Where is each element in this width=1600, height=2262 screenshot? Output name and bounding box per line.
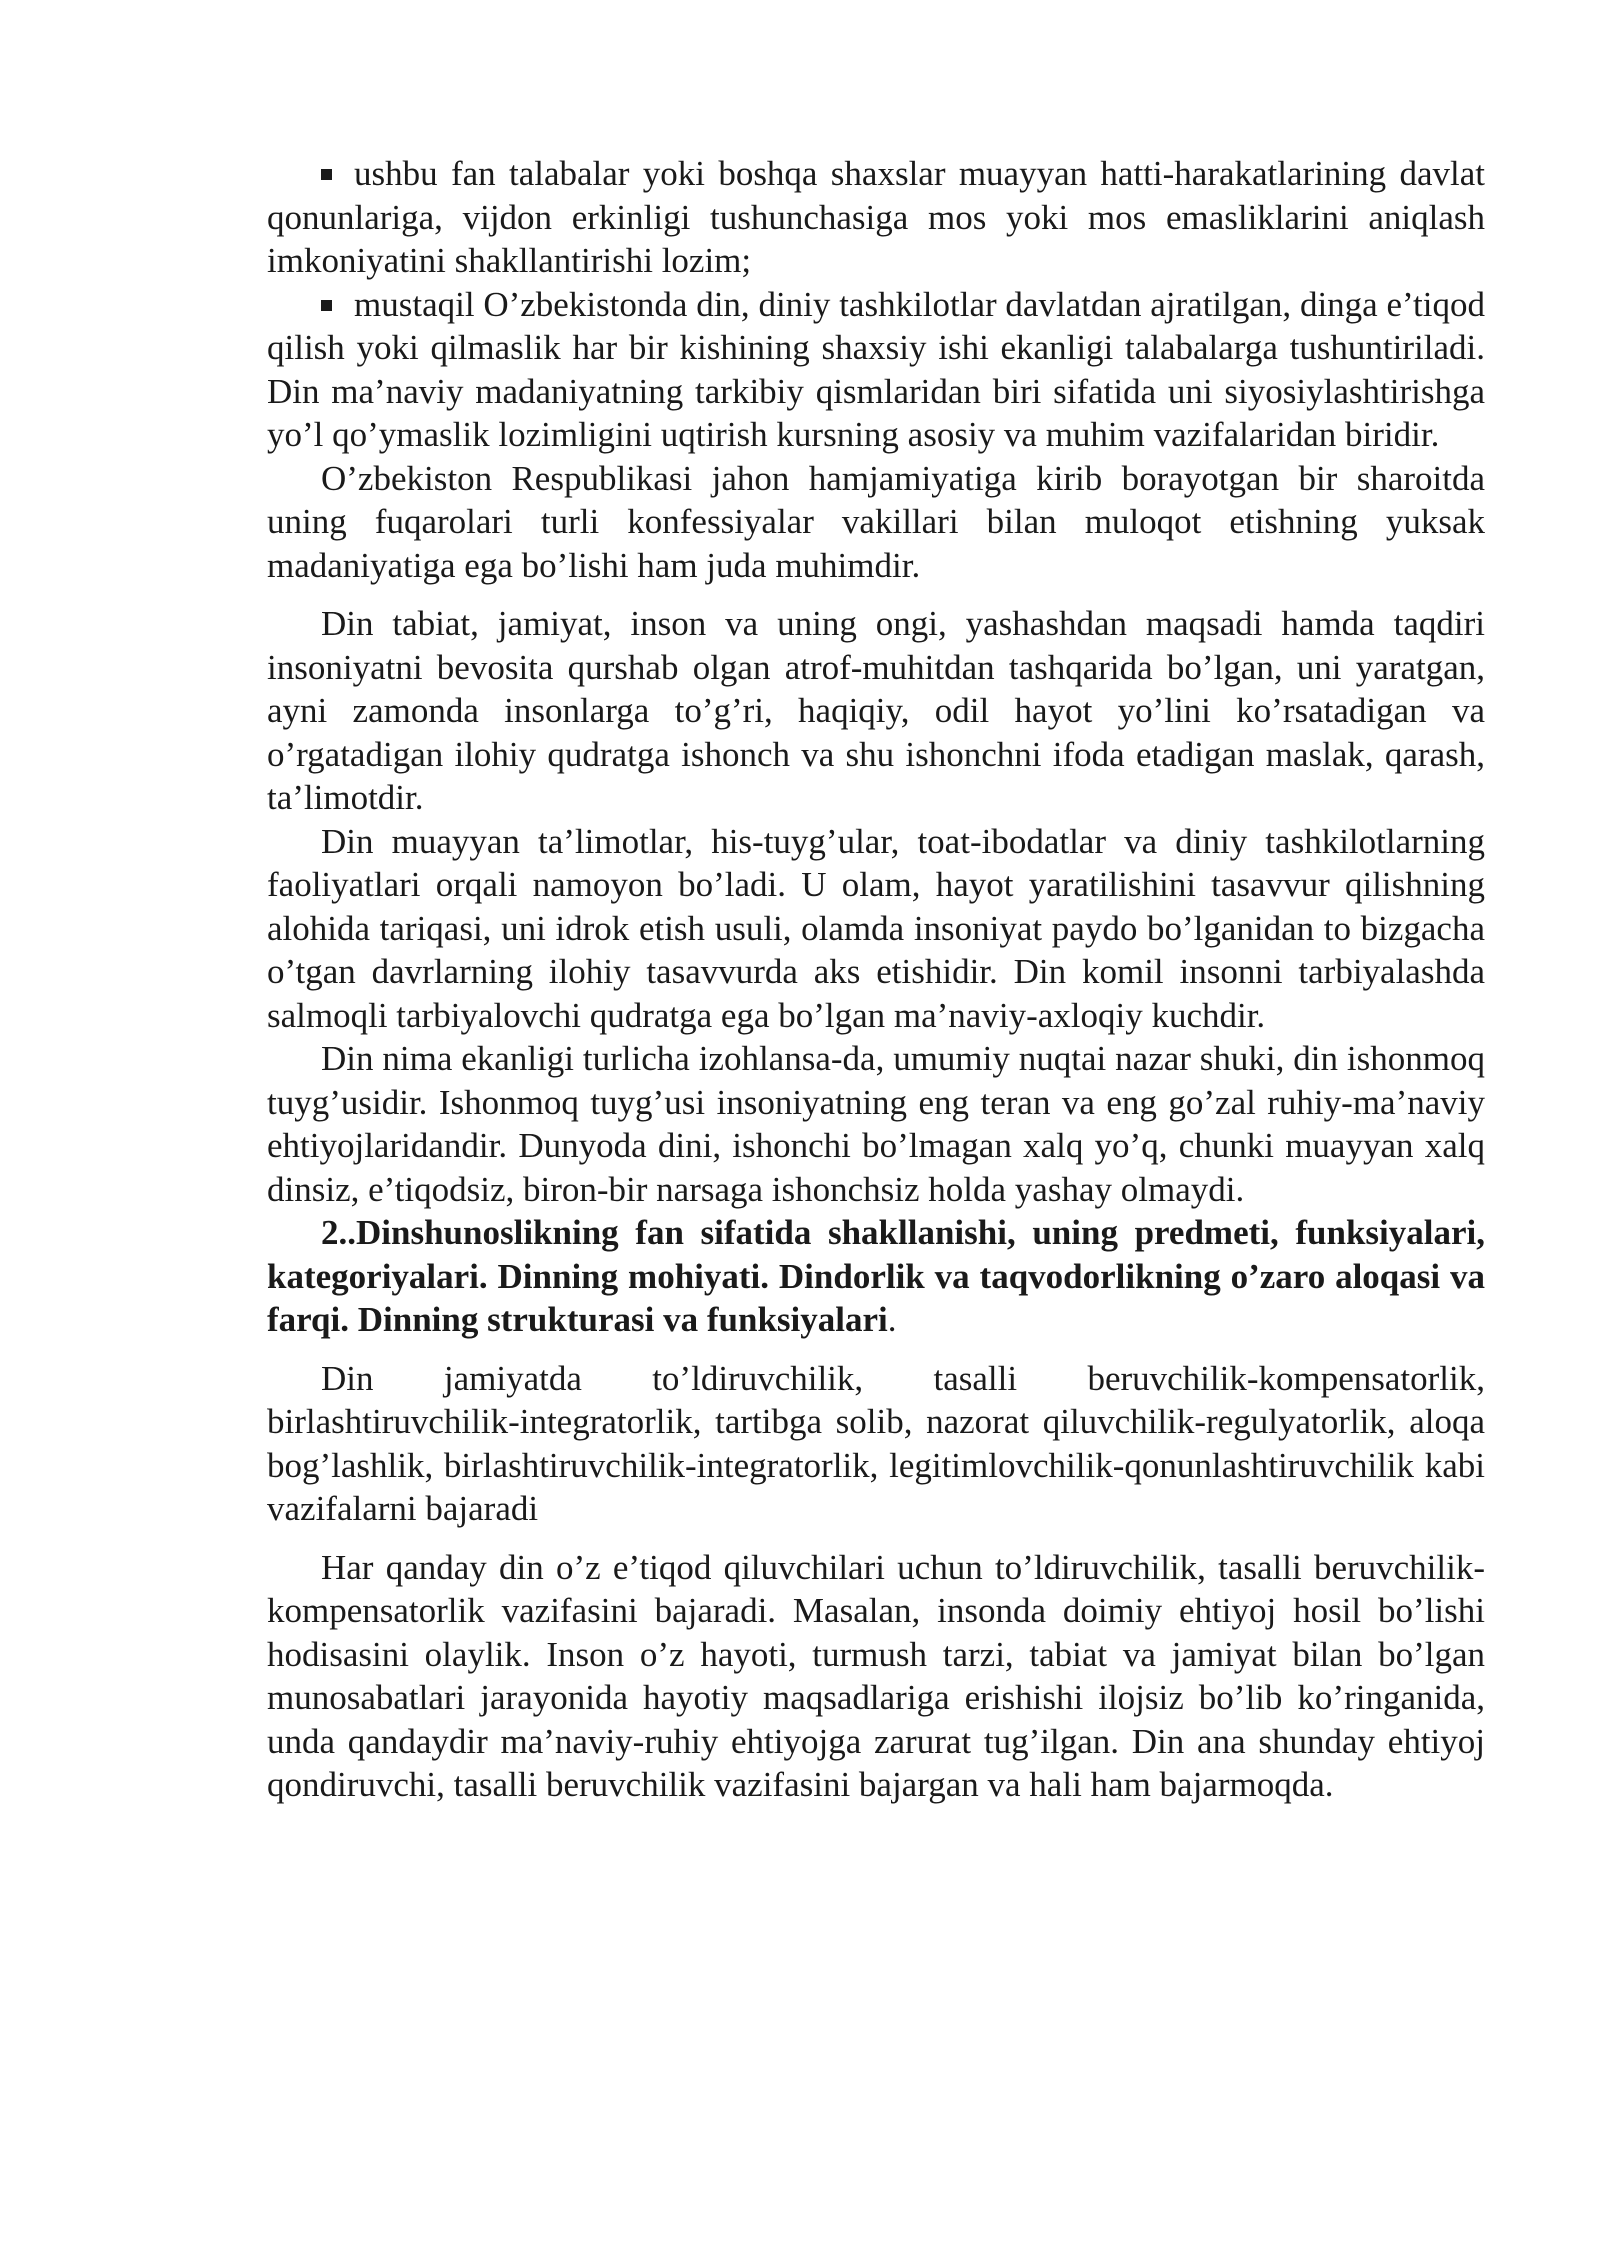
- bullet-item: [267, 283, 1485, 457]
- paragraph: Din tabiat, jamiyat, inson va uning ongi, yashashdan maqsadi hamda taqdiri insoniyatni bevosita qurshab olgan atrof-muhitdan tashqarida bo’lgan, uni yaratgan, ayni zamonda insonlarga to’g’ri, haqiqiy, odil hayot yo’lini ko’rsatadigan va o’rgatadigan ilohiy qudratga ishonch va shu ishonchni ifoda etadigan maslak, qarash, ta’limotdir.: [267, 604, 1485, 817]
- paragraph: Har qanday din o’z e’tiqod qiluvchilari uchun to’ldiruvchilik, tasalli beruvchilik-kompensatorlik vazifasini bajaradi. Masalan, insonda doimiy ehtiyoj hosil bo’lishi hodisasini olaylik. Inson o’z hayoti, turmush tarzi, tabiat va jamiyat bilan bo’lgan munosabatlari jarayonida hayotiy maqsadlariga erishishi ilojsiz bo’lib ko’ringanida, unda qandaydir ma’naviy-ruhiy ehtiyojga zarurat tug’ilgan. Din ana shunday ehtiyoj qondiruvchi, tasalli beruvchilik vazifasini bajargan va hali ham bajarmoqda.: [267, 1547, 1485, 1804]
- square-bullet-icon: [321, 300, 332, 311]
- section-heading-period: .: [887, 1300, 897, 1339]
- paragraph: O’zbekiston Respublikasi jahon hamjamiyatiga kirib borayotgan bir sharoitda uning fuqarolari turli konfessiyalar vakillari bilan muloqot etishning yuksak madaniyatiga ega bo’lishi ham juda muhimdir.: [267, 458, 1485, 585]
- bullet-item: [267, 152, 1485, 283]
- square-bullet-icon: [321, 169, 332, 180]
- paragraph: Din jamiyatda to’ldiruvchilik, tasalli beruvchilik-kompensatorlik, birlashtiruvchilik-integratorlik, tartibga solib, nazorat qiluvchilik-regulyatorlik, aloqa bog’lashlik, birlashtiruvchilik-integratorlik, legitimlovchilik-qonunlashtiruvchilik kabi vazifalarni bajaradi: [267, 1358, 1485, 1528]
- bullet-text: mustaqil O’zbekistonda din, diniy tashkilotlar davlatdan ajratilgan, dinga e’tiqod qilish yoki qilmaslik har bir kishining shaxsiy ishi ekanligi talabalarga tushuntiriladi. Din ma’naviy madaniyatning tarkibiy qismlaridan biri sifatida uni siyosiylashtirishga yo’l qo’ymaslik lozimligini uqtirish kursning asosiy va muhim vazifalaridan biridir.: [267, 284, 1485, 454]
- document-page: [267, 152, 1485, 1807]
- section-heading-text: 2..Dinshunoslikning fan sifatida shakllanishi, uning predmeti, funksiyalari, kategoriyalari. Dinning mohiyati. Dindorlik va taqvodorlikning o’zaro aloqasi va farqi. Dinning strukturasi va funksiyalari: [267, 1213, 1485, 1339]
- paragraph: Din nima ekanligi turlicha izohlansa-da, umumiy nuqtai nazar shuki, din ishonmoq tuyg’usidir. Ishonmoq tuyg’usi insoniyatning eng teran va eng go’zal ruhiy-ma’naviy ehtiyojlaridandir. Dunyoda dini, ishonchi bo’lmagan xalq yo’q, chunki muayyan xalq dinsiz, e’tiqodsiz, biron-bir narsaga ishonchsiz holda yashay olmaydi.: [267, 1039, 1485, 1209]
- section-heading: [267, 1211, 1485, 1342]
- bullet-text: ushbu fan talabalar yoki boshqa shaxslar muayyan hatti-harakatlarining davlat qonunlariga, vijdon erkinligi tushunchasiga mos yoki mos emasliklarini aniqlash imkoniyatini shakllantirishi lozim;: [267, 154, 1485, 280]
- paragraph: Din muayyan ta’limotlar, his-tuyg’ular, toat-ibodatlar va diniy tashkilotlarning faoliyatlari orqali namoyon bo’ladi. U olam, hayot yaratilishini tasavvur qilishning alohida tariqasi, uni idrok etish usuli, olamda insoniyat paydo bo’lganidan to bizgacha o’tgan davrlarning ilohiy tasavvurda aks etishidir. Din komil insonni tarbiyalashda salmoqli tarbiyalovchi qudratga ega bo’lgan ma’naviy-axloqiy kuchdir.: [267, 821, 1485, 1035]
